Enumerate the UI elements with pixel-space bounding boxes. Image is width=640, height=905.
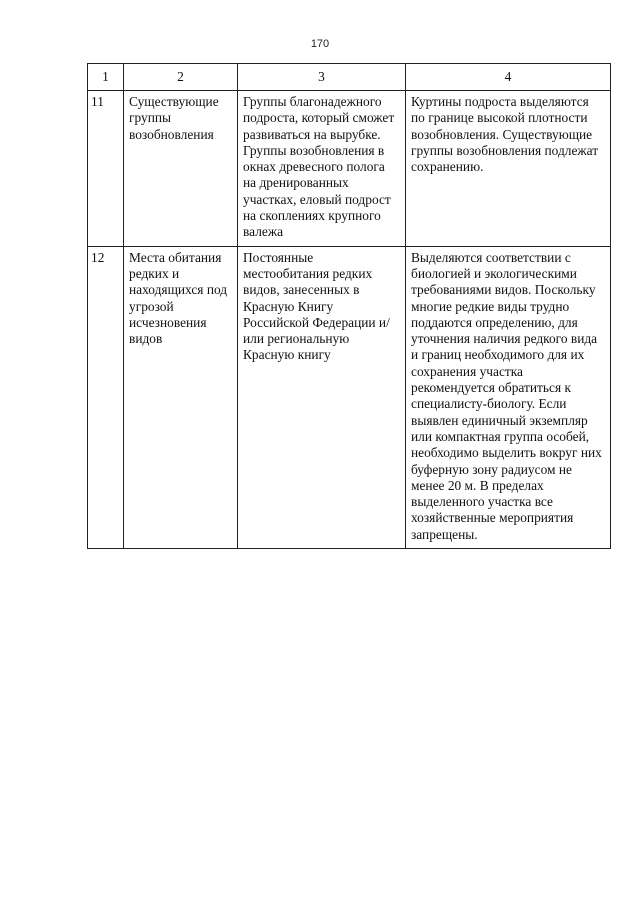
row-rules-cell — [406, 91, 611, 247]
table-row — [88, 246, 611, 548]
row-description-cell — [238, 246, 406, 548]
row-object-cell — [124, 91, 238, 247]
row-description-text: Постоянные местообитания редких видов, занесенных в Красную Книгу Российской Федерации и/или региональную Красную книгу — [243, 249, 390, 363]
row-description-text: Группы благонадежного подроста, который сможет развиваться на вырубке. Группы возобновления в окнах древесного полога на дренированных участках, еловый подрост на скоплениях крупного валежа — [243, 94, 395, 240]
column-header-1: 1 — [88, 64, 124, 91]
column-header-4: 4 — [406, 64, 611, 91]
document-table — [87, 63, 611, 549]
row-object-text: Существующие группы возобновления — [129, 94, 219, 142]
table-row — [88, 91, 611, 247]
column-header-2: 2 — [124, 64, 238, 91]
page-number: 170 — [310, 38, 330, 50]
row-number: 11 — [88, 91, 124, 247]
row-description-cell — [238, 91, 406, 247]
row-number: 12 — [88, 246, 124, 548]
row-rules-cell — [406, 246, 611, 548]
row-object-cell — [124, 246, 238, 548]
row-rules-text: Выделяются соответствии с биологией и экологическими требованиями видов. Поскольку многие редкие виды трудно поддаются определению, для уточнения наличия редкого вида и границ необходимого для их сохранения участка рекомендуется обратиться к специалисту-биологу. Если выявлен единичный экземпляр или компактная группа особей, необходимо выделить вокруг них буферную зону радиусом не менее 20 м. В пределах выделенного участка все хозяйственные мероприятия запрещены. — [411, 249, 602, 542]
row-rules-text: Куртины подроста выделяются по границе высокой плотности возобновления. Существующие группы возобновления подлежат сохранению. — [411, 94, 599, 175]
table-header-row — [88, 64, 611, 91]
column-header-3: 3 — [238, 64, 406, 91]
row-object-text: Места обитания редких и находящихся под угрозой исчезновения видов — [129, 249, 228, 347]
